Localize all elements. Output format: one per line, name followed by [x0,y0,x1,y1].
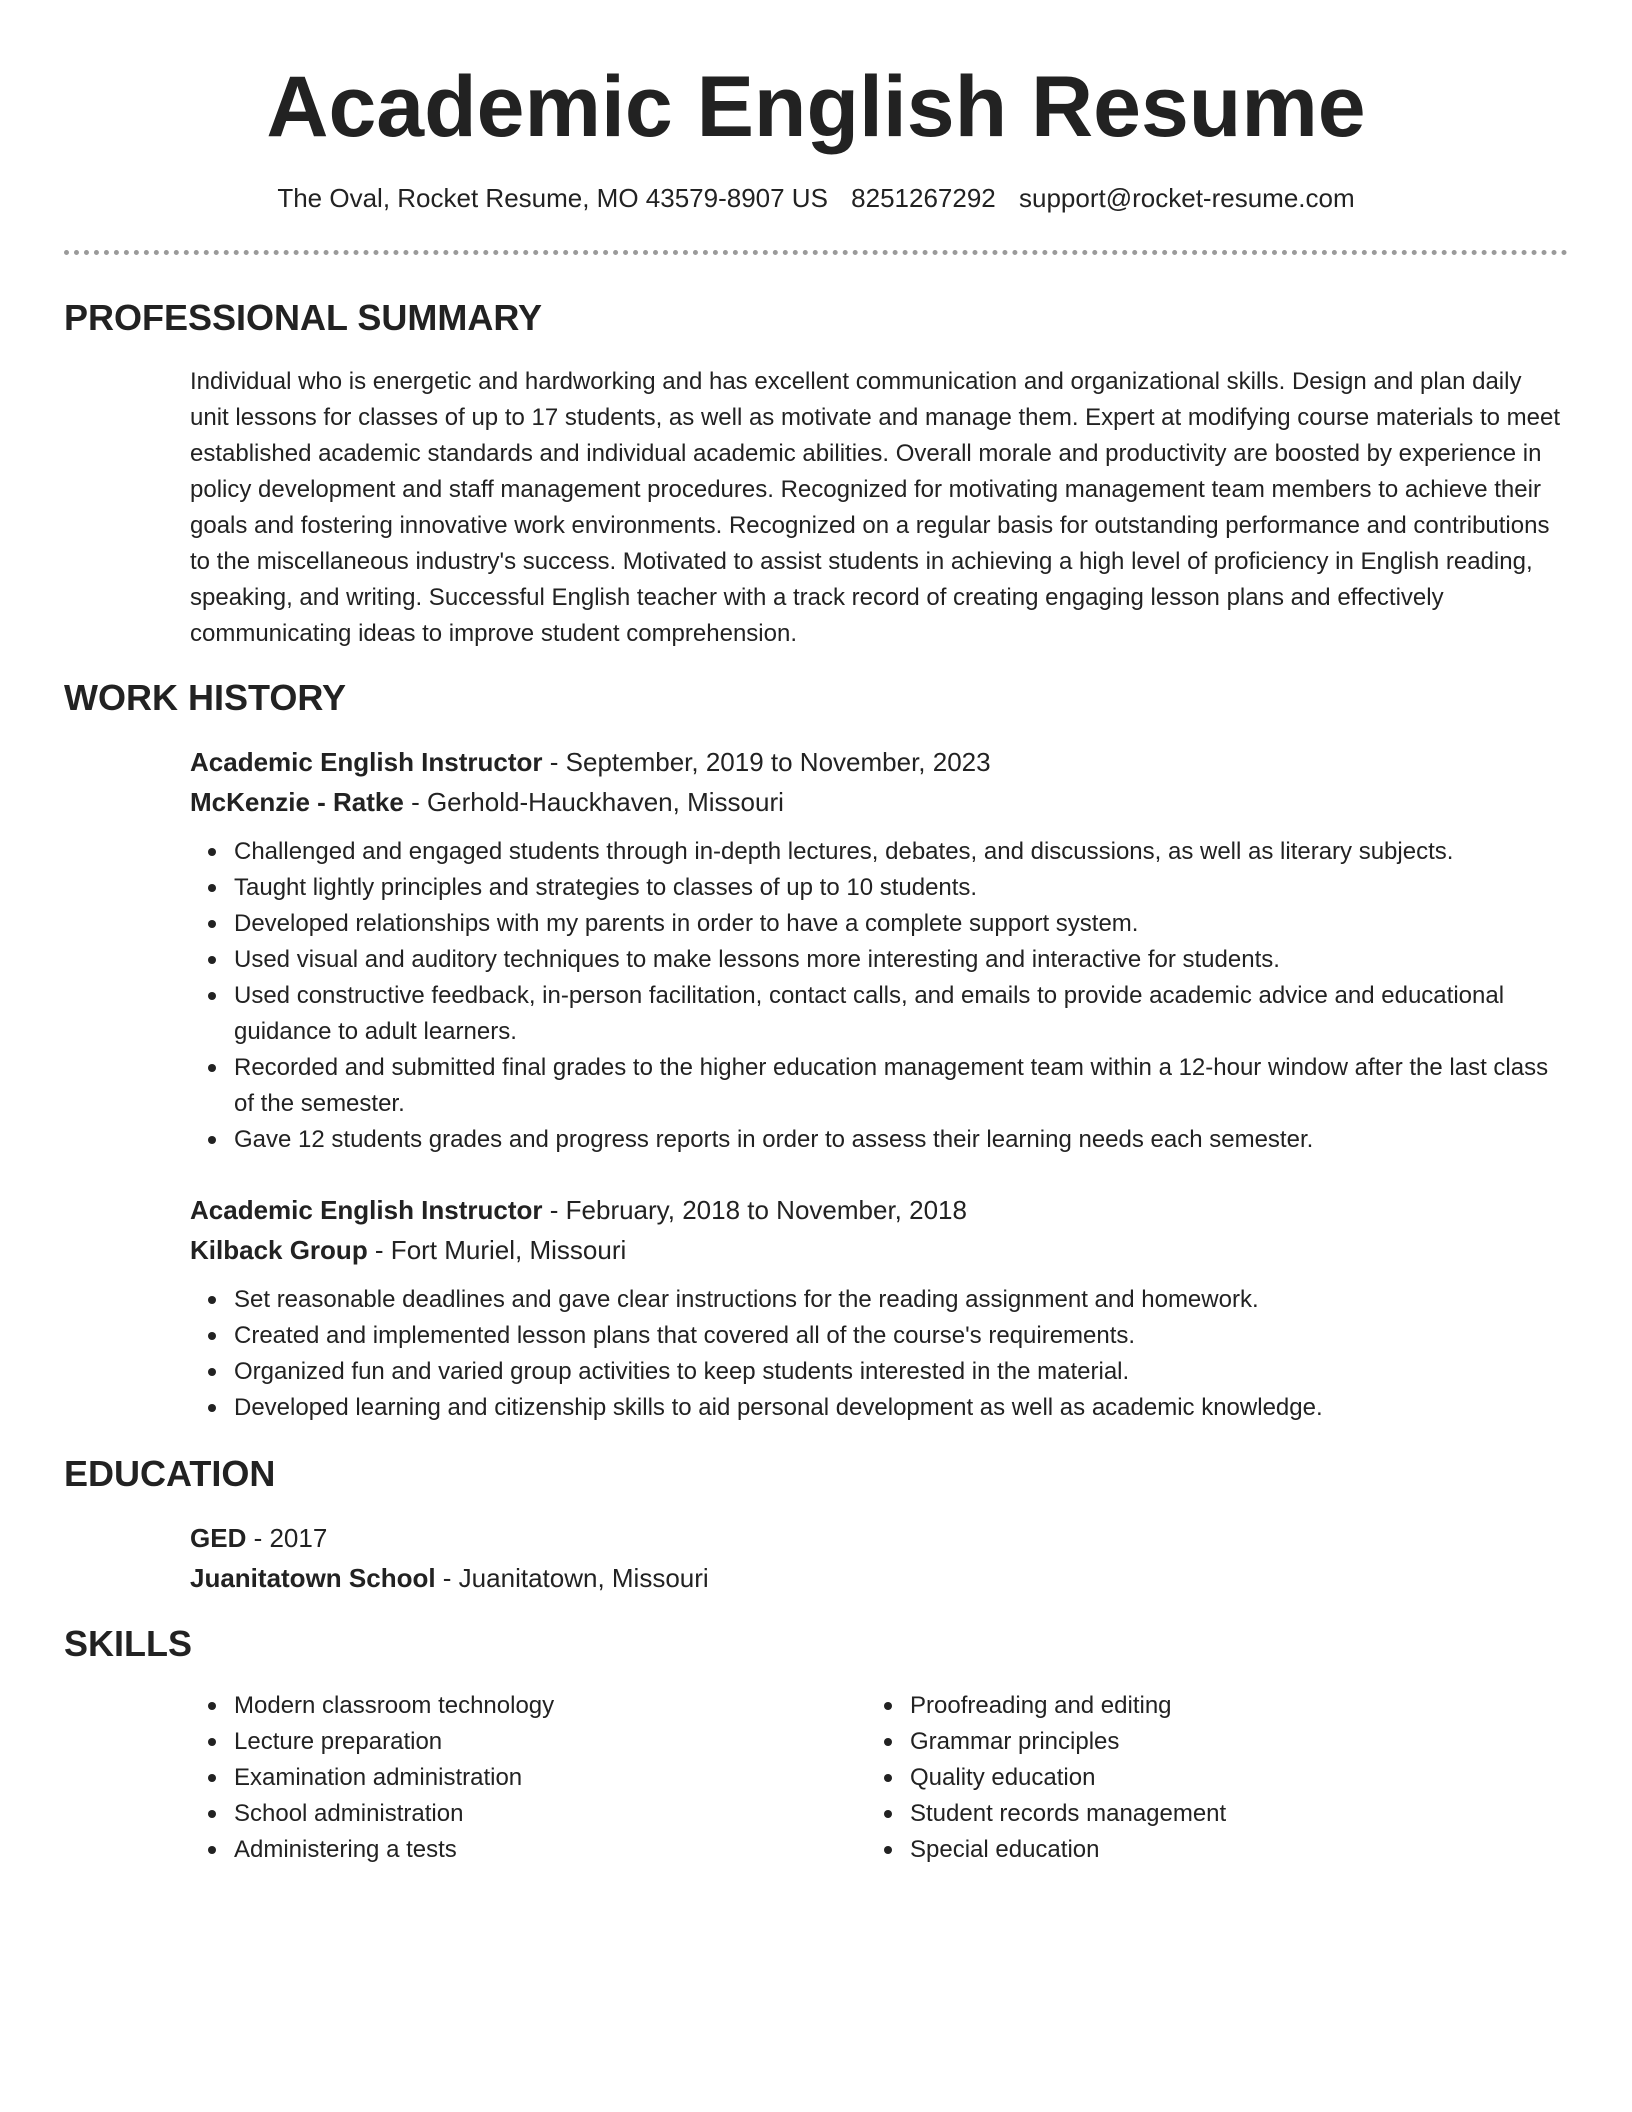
school-name: Juanitatown School [190,1563,436,1593]
list-item: Developed relationships with my parents in order to have a complete support system. [190,906,1560,942]
list-item: Challenged and engaged students through in-depth lectures, debates, and discussions, as well as literary subjects. [190,834,1560,870]
list-item: Grammar principles [866,1724,1526,1760]
job-title-line [190,1190,1560,1230]
education-entry [190,1518,1560,1598]
contact-email: support@rocket-resume.com [1019,183,1355,213]
job-company-line [190,782,1560,822]
header-divider [64,250,1568,255]
job-bullets [190,834,1560,1158]
school-line [190,1558,1560,1598]
list-item: Taught lightly principles and strategies to classes of up to 10 students. [190,870,1560,906]
education-heading: EDUCATION [64,1453,276,1494]
school-location: - Juanitatown, Missouri [435,1563,709,1593]
contact-line [0,180,1632,216]
job-location: - Fort Muriel, Missouri [367,1235,627,1265]
list-item: Quality education [866,1760,1526,1796]
skills-list [190,1688,850,1868]
list-item: Gave 12 students grades and progress reports in order to assess their learning needs each semester. [190,1122,1560,1158]
list-item: Modern classroom technology [190,1688,850,1724]
list-item: Special education [866,1832,1526,1868]
list-item: Examination administration [190,1760,850,1796]
job-company: Kilback Group [190,1235,368,1265]
list-item: Used visual and auditory techniques to make lessons more interesting and interactive for students. [190,942,1560,978]
job-title-line [190,742,1560,782]
list-item: Proofreading and editing [866,1688,1526,1724]
skills-heading: SKILLS [64,1623,193,1664]
job-entry [190,1190,1560,1426]
job-location: - Gerhold-Hauckhaven, Missouri [403,787,784,817]
list-item: Lecture preparation [190,1724,850,1760]
job-company-line [190,1230,1560,1270]
job-dates: - September, 2019 to November, 2023 [542,747,991,777]
summary-text: Individual who is energetic and hardworking and has excellent communication and organizational skills. Design and plan daily unit lessons for classes of up to 17 students, as well as motivate and manage them. Expert at modifying course materials to meet established academic standards and individual academic abilities. Overall morale and productivity are boosted by experience in policy development and staff management procedures. Recognized for motivating management team members to achieve their goals and fostering innovative work environments. Recognized on a regular basis for outstanding performance and contributions to the miscellaneous industry's success. Motivated to assist students in achieving a high level of proficiency in English reading, speaking, and writing. Successful English teacher with a track record of creating engaging lesson plans and effectively communicating ideas to improve student comprehension. [190,368,1561,647]
skills-list [866,1688,1526,1868]
skills-column-right [866,1688,1526,1868]
list-item: Used constructive feedback, in-person facilitation, contact calls, and emails to provide academic advice and educational guidance to adult learners. [190,978,1560,1050]
degree: GED [190,1523,247,1553]
summary-heading: PROFESSIONAL SUMMARY [64,297,543,338]
job-entry [190,742,1560,1158]
list-item: Organized fun and varied group activities to keep students interested in the material. [190,1354,1560,1390]
job-role: Academic English Instructor [190,747,543,777]
job-bullets [190,1282,1560,1426]
work-history-heading: WORK HISTORY [64,677,347,718]
degree-line [190,1518,1560,1558]
job-dates: - February, 2018 to November, 2018 [542,1195,967,1225]
list-item: Created and implemented lesson plans that covered all of the course's requirements. [190,1318,1560,1354]
list-item: Administering a tests [190,1832,850,1868]
list-item: Recorded and submitted final grades to the higher education management team within a 12-hour window after the last class of the semester. [190,1050,1560,1122]
contact-phone: 8251267292 [851,183,996,213]
list-item: Developed learning and citizenship skills to aid personal development as well as academic knowledge. [190,1390,1560,1426]
degree-year: - 2017 [246,1523,328,1553]
contact-address: The Oval, Rocket Resume, MO 43579-8907 US [277,183,828,213]
skills-column-left [190,1688,850,1868]
list-item: Set reasonable deadlines and gave clear instructions for the reading assignment and homework. [190,1282,1560,1318]
resume-title: Academic English Resume [266,59,1366,155]
job-company: McKenzie - Ratke [190,787,404,817]
job-role: Academic English Instructor [190,1195,543,1225]
list-item: School administration [190,1796,850,1832]
list-item: Student records management [866,1796,1526,1832]
